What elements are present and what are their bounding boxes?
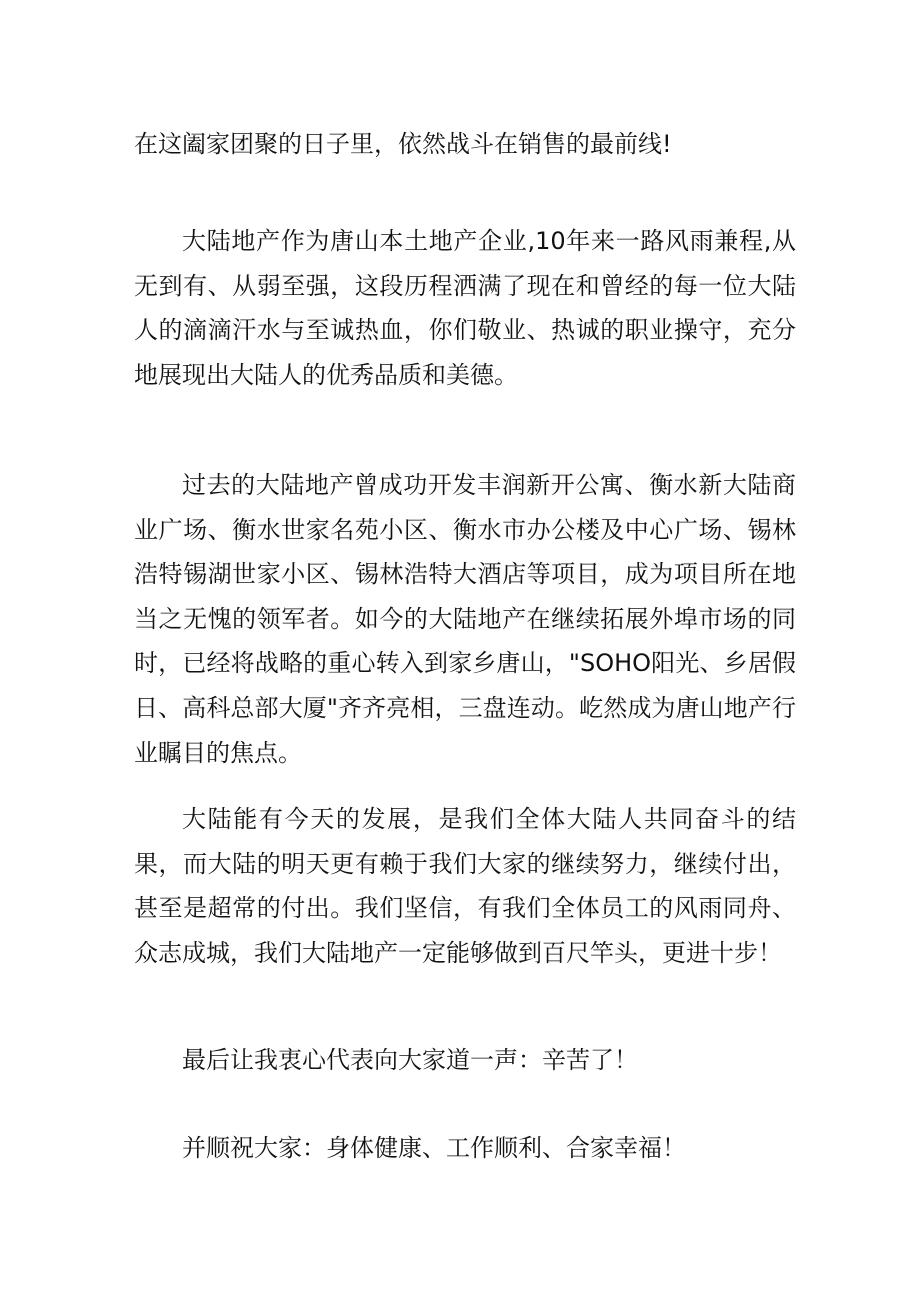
paragraph-past-projects: 过去的大陆地产曾成功开发丰润新开公寓、衡水新大陆商业广场、衡水世家名苑小区、衡水市办公楼及中心广场、锡林浩特锡湖世家小区、锡林浩特大酒店等项目，成为项目所在地当之无愧的领军者。如今的大陆地产在继续拓展外埠市场的同时，已经将战略的重心转入到家乡唐山，"SOHO阳光、乡居假日、高科总部大厦"齐齐亮相，三盘连动。屹然成为唐山地产行业瞩目的焦点。 xyxy=(134,471,796,767)
paragraph-thanks: 最后让我衷心代表向大家道一声：辛苦了！ xyxy=(182,1046,638,1074)
paragraph-company-history: 大陆地产作为唐山本土地产企业,10年来一路风雨兼程,从无到有、从弱至强，这段历程洒满了现在和曾经的每一位大陆人的滴滴汗水与至诚热血，你们敬业、热诚的职业操守，充分地展现出大陆人的优秀品质和美德。 xyxy=(134,227,796,389)
paragraph-wishes: 并顺祝大家：身体健康、工作顺利、合家幸福！ xyxy=(182,1134,686,1162)
paragraph-opening-line: 在这阖家团聚的日子里，依然战斗在销售的最前线! xyxy=(134,130,672,158)
paragraph-future-outlook: 大陆能有今天的发展，是我们全体大陆人共同奋斗的结果，而大陆的明天更有赖于我们大家的继续努力，继续付出，甚至是超常的付出。我们坚信，有我们全体员工的风雨同舟、众志成城，我们大陆地产一定能够做到百尺竿头，更进十步！ xyxy=(134,805,796,967)
